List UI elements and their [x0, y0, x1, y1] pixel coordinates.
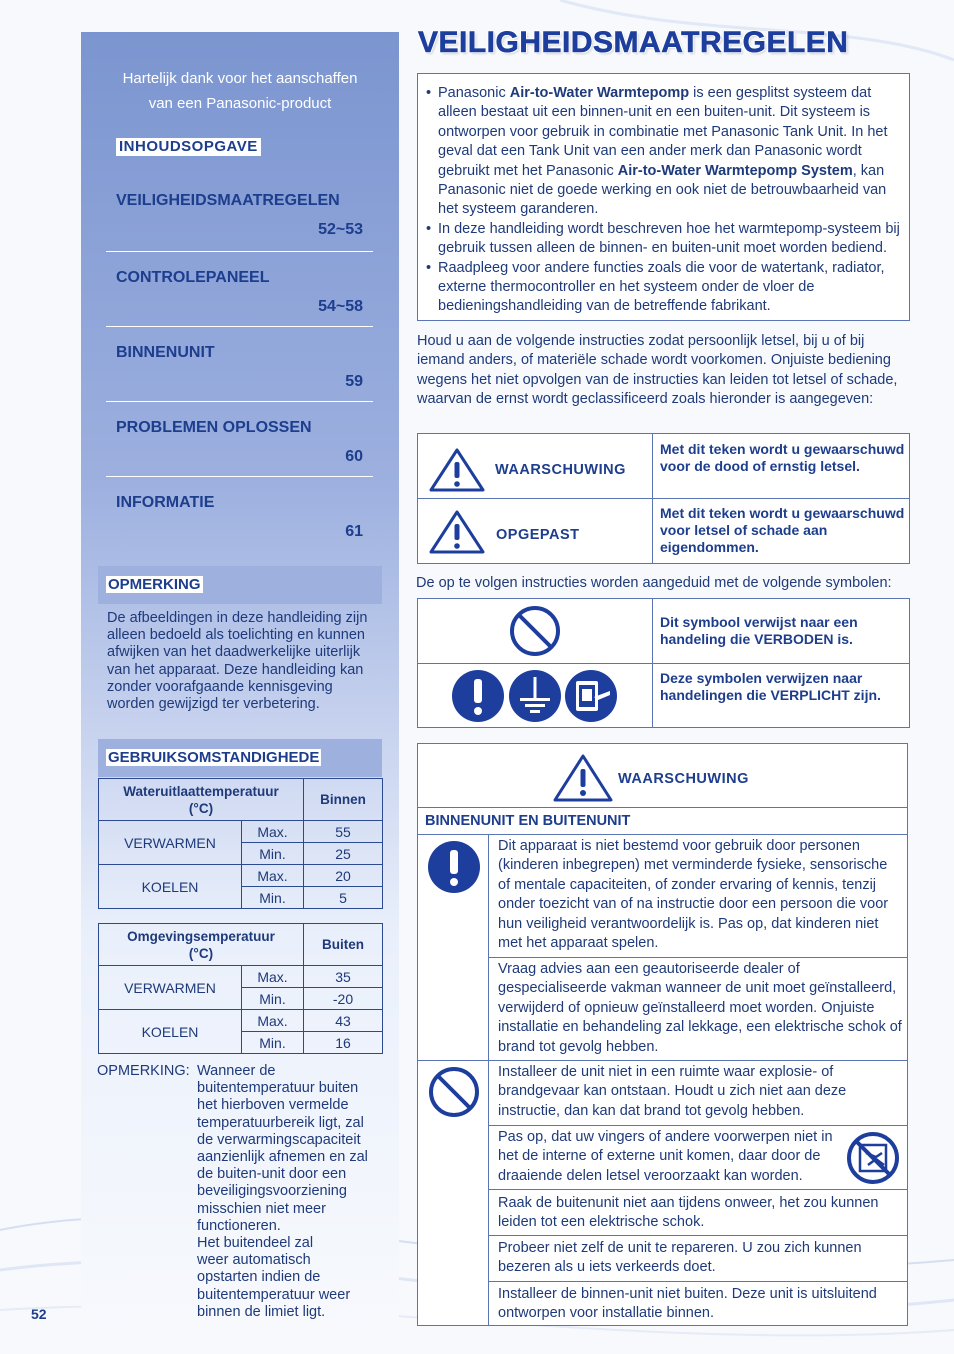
table-cell-label: Max.: [242, 1010, 304, 1032]
intro-bullet-1: • Panasonic Air-to-Water Warmtepomp is een gesplitst systeem dat alleen bestaat uit een binnen-unit en een buiten-unit. Dit systeem is ontworpen voor gebruik in combinatie met Panasonic Tank Unit. In het geval dat een Tank Unit van een ander merk dan Panasonic wordt gebruikt met het Panasonic Air-to-Water Warmtepomp System, kan Panasonic niet de goede werking en ook niet de betrouwbaarheid van het systeem garanderen.: [426, 84, 901, 220]
earth-ground-icon: [508, 669, 562, 723]
page-number: 52: [31, 1306, 47, 1322]
table-cell-value: 20: [304, 865, 383, 887]
intro-paragraph: Houd u aan de volgende instructies zodat persoonlijk letsel, bij u of bij iemand anders, of materiële schade wordt voorkomen. Onjuiste bediening wegens het niet opvolgen van de instructies kan leiden tot letsel of schade, waarvan de ernst wordt geclassificeerd zoals hieronder is aangegeven:: [417, 333, 898, 408]
intro-box: [417, 73, 910, 321]
ambient-table-header: Omgevingsemperatuur (°C): [99, 924, 304, 966]
severity-desc-caution: Met dit teken wordt u gewaarschuwd voor letsel of schade aan eigendommen.: [660, 505, 905, 555]
table-cell-label: Min.: [242, 988, 304, 1010]
warning-item-prohibited-1: Installeer de unit niet in een ruimte waar explosie- of brandgevaar kan ontstaan. Houdt u zich niet aan deze instructie, dan kan dat brand tot gevolg hebben.: [498, 1064, 847, 1119]
water-table-header-binnen: Binnen: [304, 779, 383, 821]
toc-item-problemen[interactable]: PROBLEMEN OPLOSSEN 60: [106, 402, 373, 477]
table-cell-mode: VERWARMEN: [99, 821, 242, 865]
table-cell-label: Max.: [242, 865, 304, 887]
warning-item-prohibited-5: Installeer de binnen-unit niet buiten. Deze unit is uitsluitend ontworpen voor installatie binnen.: [498, 1286, 877, 1322]
toc-item-controlepaneel[interactable]: CONTROLEPANEEL 54~58: [106, 252, 373, 327]
water-table-header: Wateruitlaattemperatuur (°C): [99, 779, 304, 821]
warning-item-prohibited-4: Probeer niet zelf de unit te repareren. U zou zich kunnen bezeren als u iets verkeerds doet.: [498, 1240, 862, 1276]
warning-box-label: WAARSCHUWING: [618, 771, 749, 787]
table-cell-label: Min.: [242, 887, 304, 909]
disconnect-plug-icon: [564, 669, 618, 723]
note-heading: OPMERKING: [108, 576, 201, 593]
toc-item-binnenunit[interactable]: BINNENUNIT 59: [106, 327, 373, 402]
mandatory-exclamation-icon: [427, 840, 481, 894]
table-cell-label: Max.: [242, 966, 304, 988]
prohibited-icon: [427, 1066, 481, 1118]
severity-label-caution: OPGEPAST: [496, 527, 580, 543]
caution-triangle-icon: [428, 509, 486, 555]
table-cell-label: Min.: [242, 1032, 304, 1054]
toc-item-informatie[interactable]: INFORMATIE 61: [116, 494, 363, 540]
page-title: VEILIGHEIDSMAATREGELEN: [418, 26, 849, 59]
table-cell-value: 55: [304, 821, 383, 843]
table-cell-value: -20: [304, 988, 383, 1010]
mandatory-exclamation-icon: [451, 669, 505, 723]
table-cell-value: 5: [304, 887, 383, 909]
table-cell-value: 35: [304, 966, 383, 988]
remark-text: Wanneer de buitentemperatuur buiten het hierboven vermelde temperatuurbereik ligt, zal de verwarmingscapaciteit aanzienlijk afnemen en zal de buiten-unit door een beveiligingsvoorziening misschien niet meer functioneren. Het buitendeel zal weer automatisch opstarten indien de buitentemperatuur weer binnen de limiet ligt.: [197, 1063, 368, 1320]
note-text: De afbeeldingen in deze handleiding zijn alleen bedoeld als toelichting en kunnen afwijken van het daadwerkelijke uiterlijk van het apparaat. Deze handleiding kan zonder voorafgaande kennisgeving worden gewijzigd ter verbetering.: [107, 610, 368, 713]
toc-item-veiligheid[interactable]: VEILIGHEIDSMAATREGELEN 52~53: [106, 182, 373, 252]
symbol-desc-mandatory: Deze symbolen verwijzen naar handelingen die VERPLICHT zijn.: [660, 670, 881, 703]
table-cell-mode: VERWARMEN: [99, 966, 242, 1010]
warning-item-prohibited-3: Raak de buitenunit niet aan tijdens onweer, het zou kunnen leiden tot een elektrische schok.: [498, 1195, 879, 1231]
remark-label: OPMERKING:: [97, 1063, 190, 1079]
table-cell-label: Min.: [242, 843, 304, 865]
table-cell-mode: KOELEN: [99, 865, 242, 909]
toc-heading: INHOUDSOPGAVE: [116, 138, 261, 156]
thanks-message: Hartelijk dank voor het aanschaffen van een Panasonic-product: [122, 70, 358, 112]
intro-bullet-3: • Raadpleeg voor andere functies zoals die voor de watertank, radiator, externe thermocontroller en het systeem onder de vloer de bedieningshandleiding van de betreffende fabrikant.: [426, 259, 901, 317]
warning-item-prohibited-2: Pas op, dat uw vingers of andere voorwerpen niet in het de interne of externe unit komen, daar door de draaiende delen letsel veroorzaakt kan worden.: [498, 1129, 833, 1184]
intro-bullet-2: • In deze handleiding wordt beschreven hoe het warmtepomp-systeem bij gebruik tussen alleen de binnen- en buiten-unit moet worden bediend.: [426, 220, 901, 259]
ambient-table-header-buiten: Buiten: [304, 924, 383, 966]
table-cell-label: Max.: [242, 821, 304, 843]
prohibited-icon: [508, 605, 562, 657]
conditions-heading: GEBRUIKSOMSTANDIGHEDE: [108, 749, 320, 766]
warning-triangle-icon: [552, 753, 614, 803]
table-cell-value: 43: [304, 1010, 383, 1032]
no-fingers-fan-icon: [846, 1131, 900, 1185]
ambient-temperature-table: [98, 923, 383, 1054]
warning-triangle-icon: [428, 447, 486, 493]
table-cell-value: 16: [304, 1032, 383, 1054]
water-temperature-table: [98, 778, 383, 909]
warning-box-subheading: BINNENUNIT EN BUITENUNIT: [425, 813, 631, 829]
warning-item-mandatory-2: Vraag advies aan een geautoriseerde dealer of gespecialiseerde vakman wanneer de unit moet geïnstalleerd, verwijderd of opnieuw geïnstalleerd moet worden. Onjuiste installatie en behandeling zal lekkage, een elektrische schok of brand tot gevolg hebben.: [498, 961, 902, 1055]
severity-desc-warning: Met dit teken wordt u gewaarschuwd voor de dood of ernstig letsel.: [660, 441, 905, 474]
warning-item-mandatory-1: Dit apparaat is niet bestemd voor gebruik door personen (kinderen inbegrepen) met verminderde fysieke, sensorische of mentale capaciteiten, of zonder ervaring of kennis, tenzij onder toezicht van of na instructie door een persoon die voor hun veiligheid verantwoordelijk is. Pas op, dat kinderen niet met het apparaat spelen.: [498, 838, 889, 952]
symbols-paragraph: De op te volgen instructies worden aangeduid met de volgende symbolen:: [416, 575, 892, 591]
severity-label-warning: WAARSCHUWING: [495, 462, 626, 478]
table-cell-mode: KOELEN: [99, 1010, 242, 1054]
symbol-desc-prohibited: Dit symbool verwijst naar een handeling die VERBODEN is.: [660, 614, 858, 647]
table-cell-value: 25: [304, 843, 383, 865]
